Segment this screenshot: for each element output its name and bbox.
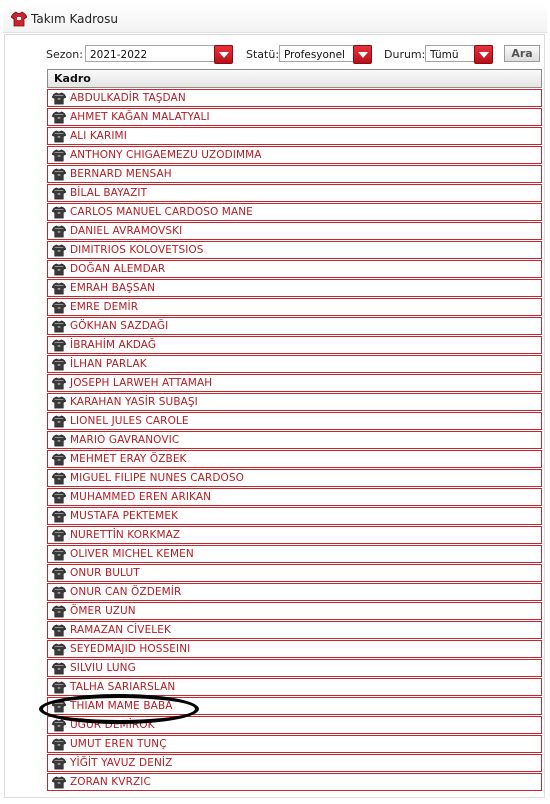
- jersey-icon: [52, 662, 66, 675]
- jersey-icon: [52, 434, 66, 447]
- player-name-link[interactable]: DOĞAN ALEMDAR: [70, 263, 166, 275]
- player-name-link[interactable]: DIMITRIOS KOLOVETSIOS: [70, 244, 204, 256]
- jersey-icon: [52, 605, 66, 618]
- jersey-icon: [52, 149, 66, 162]
- jersey-icon: [52, 453, 66, 466]
- player-row[interactable]: [47, 735, 542, 753]
- season-select[interactable]: [85, 45, 233, 62]
- jersey-icon: [52, 643, 66, 656]
- player-row[interactable]: [47, 507, 542, 525]
- player-name-link[interactable]: MEHMET ERAY ÖZBEK: [70, 453, 187, 465]
- player-row[interactable]: [47, 583, 542, 601]
- player-row[interactable]: [47, 678, 542, 696]
- player-name-link[interactable]: KARAHAN YASİR SUBAŞI: [70, 396, 198, 408]
- chevron-down-icon[interactable]: [353, 45, 372, 64]
- season-value: 2021-2022: [90, 49, 148, 61]
- roster-rows: [47, 89, 542, 791]
- player-name-link[interactable]: JOSEPH LARWEH ATTAMAH: [70, 377, 213, 389]
- jersey-icon: [52, 377, 66, 390]
- player-row[interactable]: [47, 317, 542, 335]
- player-row[interactable]: [47, 165, 542, 183]
- player-name-link[interactable]: İLHAN PARLAK: [70, 358, 147, 370]
- player-row[interactable]: [47, 127, 542, 145]
- player-row[interactable]: [47, 393, 542, 411]
- panel-body: [4, 34, 545, 798]
- jersey-icon: [52, 263, 66, 276]
- player-name-link[interactable]: MUHAMMED EREN ARIKAN: [70, 491, 212, 503]
- jersey-icon: [52, 244, 66, 257]
- jersey-icon: [52, 282, 66, 295]
- player-row[interactable]: [47, 602, 542, 620]
- chevron-down-icon[interactable]: [214, 45, 233, 64]
- player-name-link[interactable]: GÖKHAN SAZDAĞI: [70, 320, 169, 332]
- jersey-icon: [52, 320, 66, 333]
- state-select[interactable]: [425, 45, 493, 62]
- player-name-link[interactable]: OLIVER MICHEL KEMEN: [70, 548, 194, 560]
- jersey-icon: [52, 111, 66, 124]
- state-value: Tümü: [430, 49, 459, 61]
- player-row[interactable]: [47, 754, 542, 772]
- player-name-link[interactable]: MARIO GAVRANOVIC: [70, 434, 180, 446]
- player-row[interactable]: [47, 146, 542, 164]
- jersey-icon: [52, 187, 66, 200]
- jersey-icon: [52, 301, 66, 314]
- player-name-link[interactable]: ONUR BULUT: [70, 567, 140, 579]
- jersey-icon: [52, 168, 66, 181]
- player-name-link[interactable]: NURETTİN KORKMAZ: [70, 529, 181, 541]
- jersey-icon: [52, 529, 66, 542]
- player-row[interactable]: [47, 336, 542, 354]
- player-name-link[interactable]: BERNARD MENSAH: [70, 168, 172, 180]
- panel-header: [3, 3, 547, 33]
- player-row[interactable]: [47, 450, 542, 468]
- player-name-link[interactable]: CARLOS MANUEL CARDOSO MANE: [70, 206, 253, 218]
- player-row[interactable]: [47, 355, 542, 373]
- player-name-link[interactable]: AHMET KAĞAN MALATYALI: [70, 111, 210, 123]
- player-row[interactable]: [47, 260, 542, 278]
- jersey-icon: [52, 415, 66, 428]
- player-row[interactable]: [47, 545, 542, 563]
- player-row[interactable]: [47, 184, 542, 202]
- status-value: Profesyonel: [284, 49, 345, 61]
- player-name-link[interactable]: DANIEL AVRAMOVSKI: [70, 225, 183, 237]
- jersey-icon: [52, 225, 66, 238]
- search-button[interactable]: Ara: [504, 45, 540, 62]
- status-label: Statü:: [246, 48, 280, 61]
- player-name-link[interactable]: MIGUEL FILIPE NUNES CARDOSO: [70, 472, 245, 484]
- jersey-icon: [52, 681, 66, 694]
- roster-header: Kadro: [47, 69, 542, 88]
- jersey-icon: [52, 206, 66, 219]
- player-row[interactable]: [47, 374, 542, 392]
- jersey-icon: [52, 510, 66, 523]
- player-name-link[interactable]: RAMAZAN CİVELEK: [70, 624, 171, 636]
- player-name-link[interactable]: YİĞİT YAVUZ DENİZ: [70, 757, 173, 769]
- jersey-icon: [11, 11, 27, 27]
- player-name-link[interactable]: SEYEDMAJID HOSSEINI: [70, 643, 191, 655]
- player-row[interactable]: [47, 526, 542, 544]
- filter-bar: [5, 35, 544, 67]
- player-name-link[interactable]: ABDULKADİR TAŞDAN: [70, 92, 186, 104]
- jersey-icon: [52, 358, 66, 371]
- player-name-link[interactable]: TALHA SARIARSLAN: [70, 681, 176, 693]
- player-name-link[interactable]: THIAM MAME BABA: [70, 700, 173, 712]
- jersey-icon: [52, 130, 66, 143]
- jersey-icon: [52, 92, 66, 105]
- jersey-icon: [52, 700, 66, 713]
- player-row[interactable]: [47, 222, 542, 240]
- jersey-icon: [52, 586, 66, 599]
- player-name-link[interactable]: EMRE DEMİR: [70, 301, 139, 313]
- jersey-icon: [52, 757, 66, 770]
- player-row[interactable]: [47, 564, 542, 582]
- jersey-icon: [52, 491, 66, 504]
- player-row[interactable]: [47, 431, 542, 449]
- jersey-icon: [52, 719, 66, 732]
- jersey-icon: [52, 624, 66, 637]
- player-row[interactable]: [47, 773, 542, 791]
- player-name-link[interactable]: İBRAHİM AKDAĞ: [70, 339, 157, 351]
- player-name-link[interactable]: ÖMER UZUN: [70, 605, 136, 617]
- player-name-link[interactable]: BİLAL BAYAZIT: [70, 187, 148, 199]
- roster-table: [47, 69, 542, 791]
- player-row[interactable]: [47, 203, 542, 221]
- jersey-icon: [52, 738, 66, 751]
- panel-title: Takım Kadrosu: [31, 12, 118, 26]
- player-row[interactable]: [47, 621, 542, 639]
- player-row[interactable]: [47, 279, 542, 297]
- player-name-link[interactable]: ANTHONY CHIGAEMEZU UZODIMMA: [70, 149, 262, 161]
- player-row[interactable]: [47, 469, 542, 487]
- player-row[interactable]: [47, 89, 542, 107]
- status-select[interactable]: [279, 45, 372, 62]
- player-row[interactable]: [47, 412, 542, 430]
- player-row[interactable]: [47, 659, 542, 677]
- player-name-link[interactable]: MUSTAFA PEKTEMEK: [70, 510, 179, 522]
- chevron-down-icon[interactable]: [474, 45, 493, 64]
- season-label: Sezon:: [46, 48, 83, 61]
- player-name-link[interactable]: UMUT EREN TUNÇ: [70, 738, 167, 750]
- jersey-icon: [52, 472, 66, 485]
- player-row[interactable]: [47, 108, 542, 126]
- player-name-link[interactable]: EMRAH BAŞSAN: [70, 282, 156, 294]
- player-row[interactable]: [47, 697, 542, 715]
- jersey-icon: [52, 339, 66, 352]
- player-name-link[interactable]: ALI KARIMI: [70, 130, 127, 142]
- player-row[interactable]: [47, 716, 542, 734]
- player-row[interactable]: [47, 640, 542, 658]
- player-row[interactable]: [47, 488, 542, 506]
- jersey-icon: [52, 548, 66, 561]
- state-label: Durum:: [384, 48, 426, 61]
- player-name-link[interactable]: UĞUR DEMİROK: [70, 719, 155, 731]
- player-row[interactable]: [47, 298, 542, 316]
- player-name-link[interactable]: ZORAN KVRZIC: [70, 776, 151, 788]
- jersey-icon: [52, 567, 66, 580]
- jersey-icon: [52, 396, 66, 409]
- player-name-link[interactable]: ONUR CAN ÖZDEMİR: [70, 586, 182, 598]
- player-name-link[interactable]: SILVIU LUNG: [70, 662, 136, 674]
- player-name-link[interactable]: LIONEL JULES CAROLE: [70, 415, 189, 427]
- jersey-icon: [52, 776, 66, 789]
- player-row[interactable]: [47, 241, 542, 259]
